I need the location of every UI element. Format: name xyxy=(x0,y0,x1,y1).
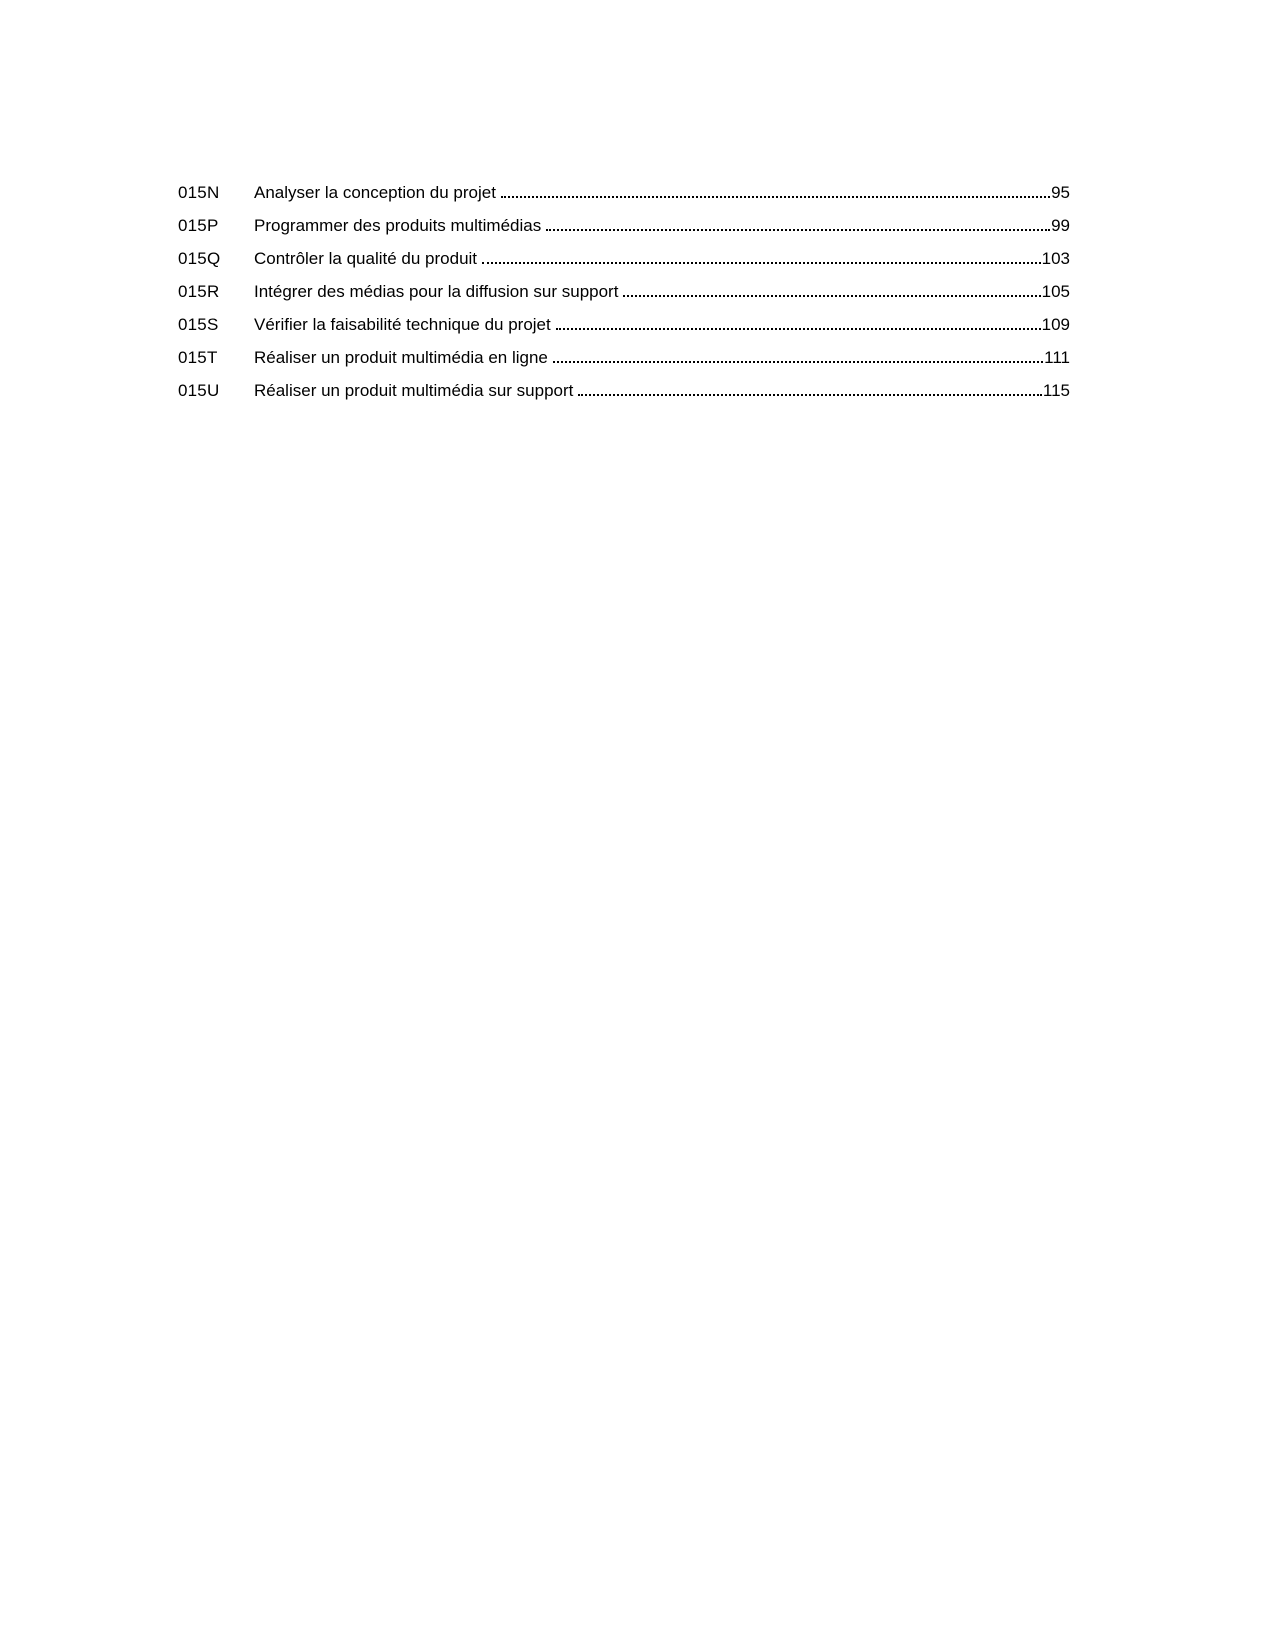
toc-entry xyxy=(178,242,1070,275)
toc-dot-leader xyxy=(556,328,1041,330)
toc-entry-page-number: 109 xyxy=(1041,315,1070,334)
toc-entry xyxy=(178,374,1070,407)
toc-entry xyxy=(178,308,1070,341)
toc-entry-code: 015R xyxy=(178,282,220,301)
toc-entry-page-number: 115 xyxy=(1042,381,1070,400)
toc-entry-title: Contrôler la qualité du produit xyxy=(254,249,478,268)
toc-entry-title: Programmer des produits multimédias xyxy=(254,216,542,235)
toc-entry xyxy=(178,209,1070,242)
toc-entry xyxy=(178,176,1070,209)
toc-entry-title: Réaliser un produit multimédia sur support xyxy=(254,381,574,400)
toc-entry-page-number: 103 xyxy=(1041,249,1070,268)
toc-entry-page-number: 95 xyxy=(1051,183,1070,202)
toc-entry-title: Vérifier la faisabilité technique du projet xyxy=(254,315,551,334)
toc-entry-title: Intégrer des médias pour la diffusion sur support xyxy=(254,282,619,301)
toc-dot-leader xyxy=(578,394,1042,396)
toc-entry-code: 015T xyxy=(178,348,218,367)
toc-entry-title: Réaliser un produit multimédia en ligne xyxy=(254,348,548,367)
toc-entry-page-number: 99 xyxy=(1051,216,1070,235)
toc-dot-leader xyxy=(501,196,1050,198)
toc-entry-code: 015S xyxy=(178,315,219,334)
toc-entry-title: Analyser la conception du projet xyxy=(254,183,496,202)
toc-entry-page-number: 105 xyxy=(1041,282,1070,301)
toc-list xyxy=(178,176,1070,407)
toc-dot-leader xyxy=(623,295,1040,297)
toc-entry-code: 015P xyxy=(178,216,219,235)
toc-entry-code: 015Q xyxy=(178,249,221,268)
toc-entry xyxy=(178,341,1070,374)
toc-entry xyxy=(178,275,1070,308)
toc-dot-leader xyxy=(553,361,1043,363)
toc-dot-leader xyxy=(482,262,1041,264)
toc-entry-code: 015U xyxy=(178,381,220,400)
toc-entry-page-number: 111 xyxy=(1044,348,1070,367)
toc-dot-leader xyxy=(546,229,1050,231)
toc-entry-code: 015N xyxy=(178,183,220,202)
